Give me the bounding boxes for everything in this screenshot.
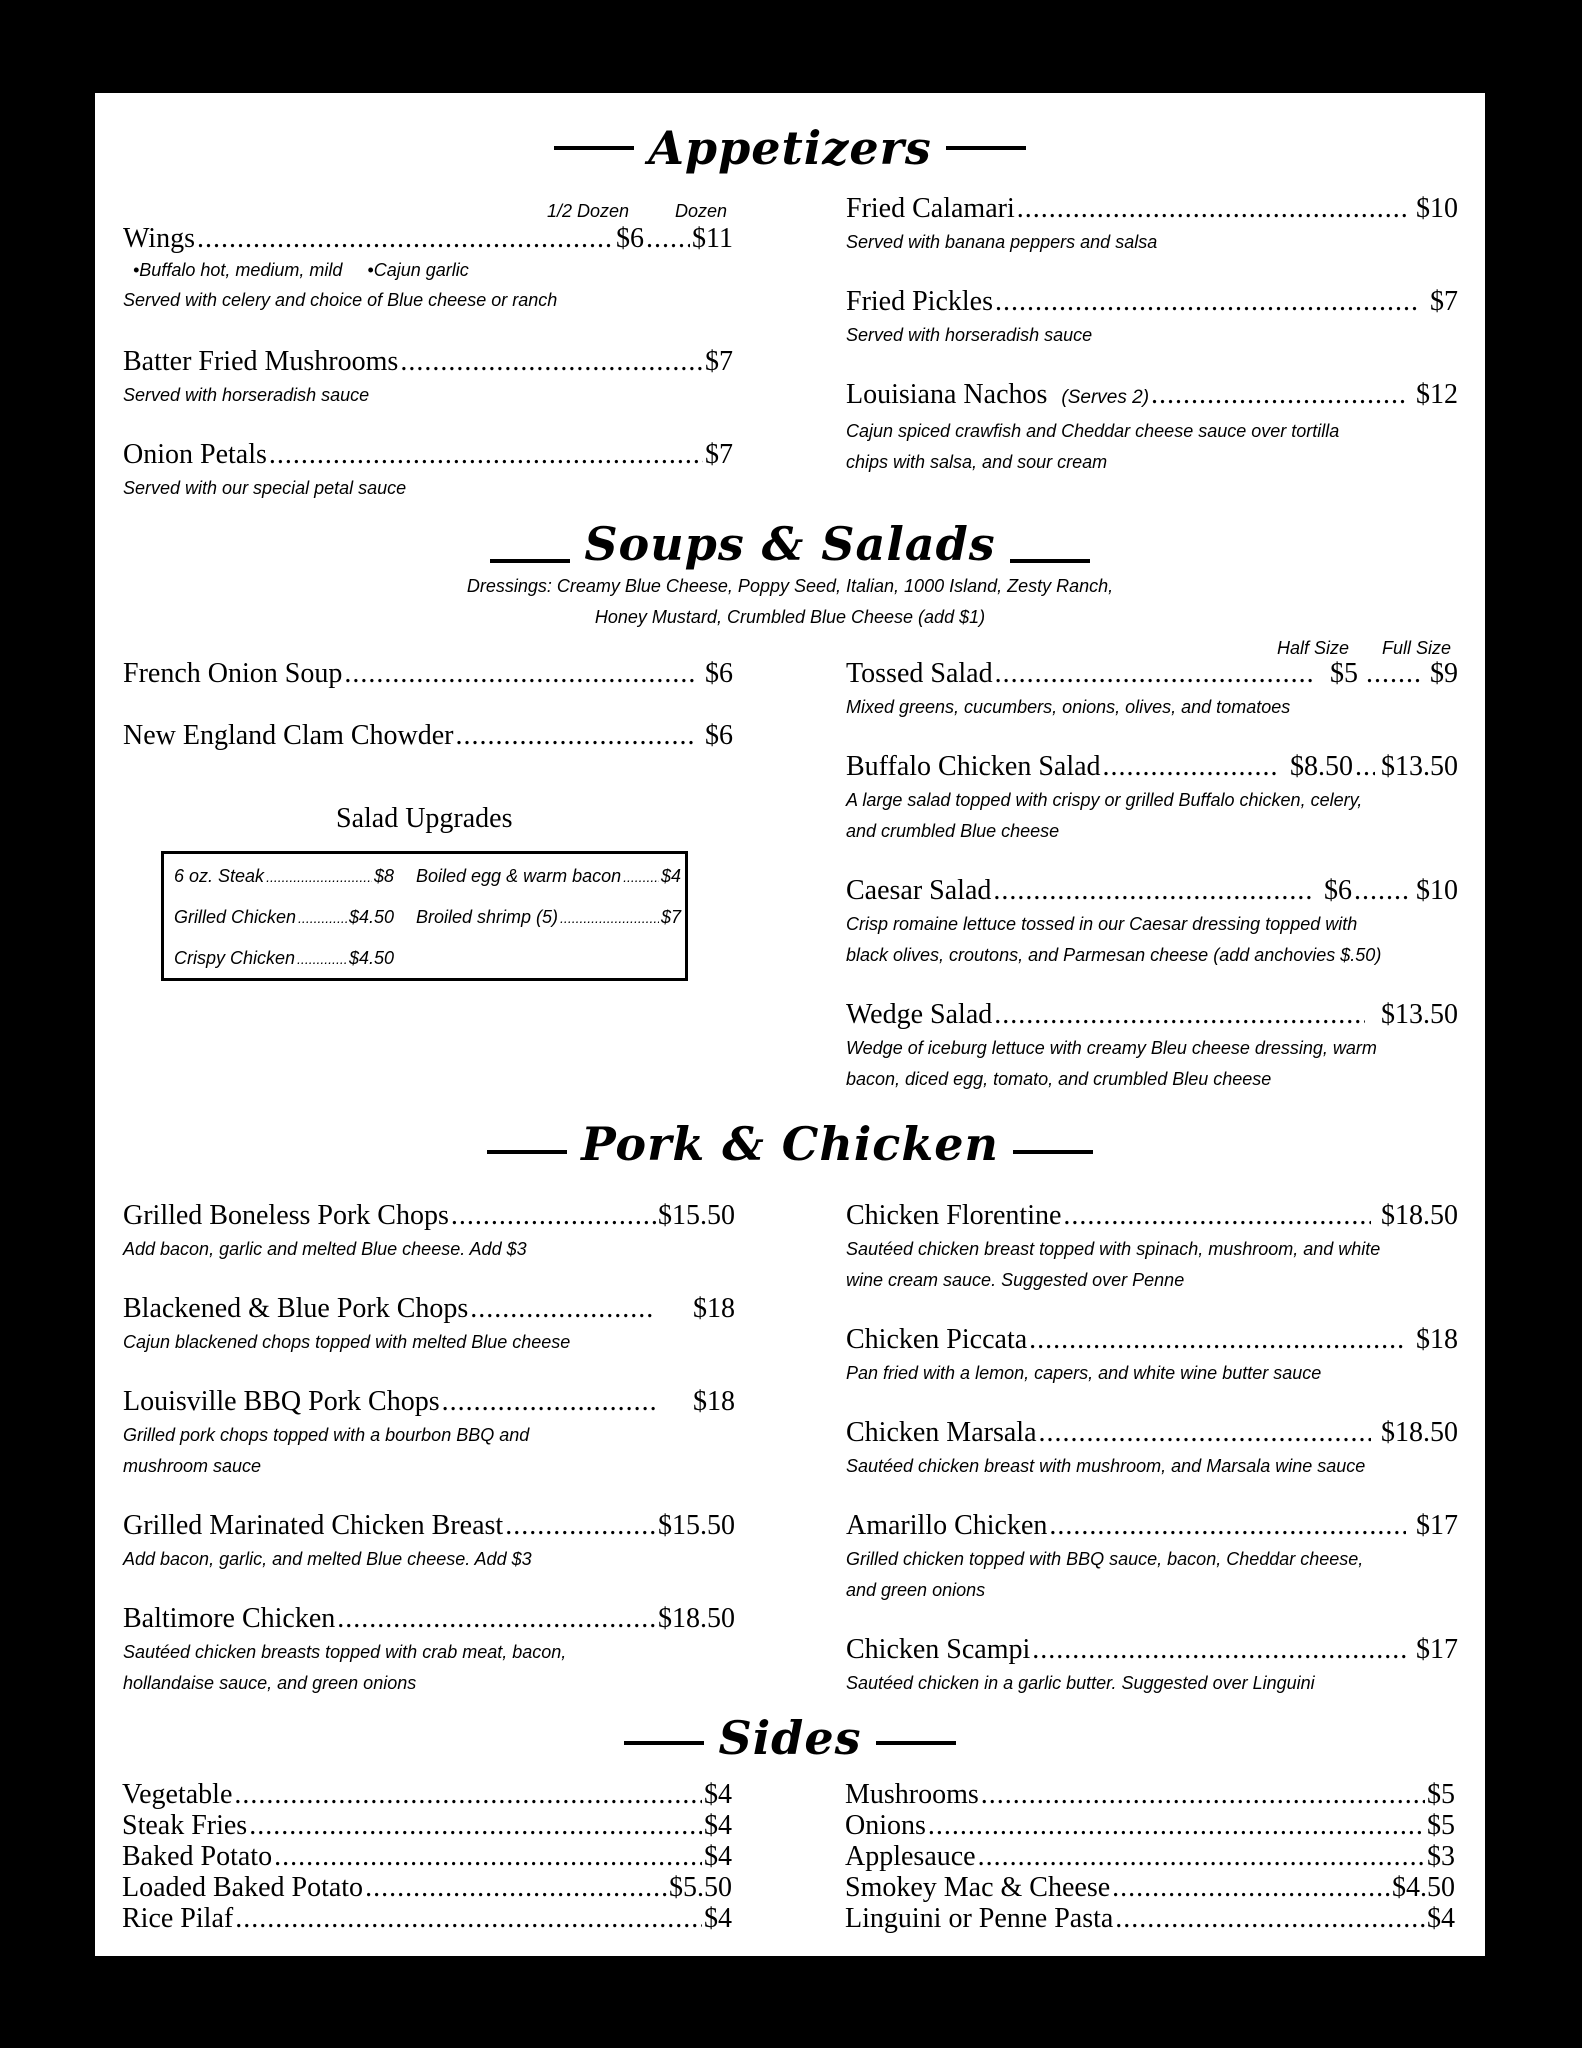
upgrade-price: $4.50 <box>348 948 394 968</box>
menu-item-caesar-salad <box>846 875 1458 971</box>
upgrade-price: $7 <box>660 907 681 927</box>
dot-leader <box>994 999 1365 1031</box>
item-price-half: $5 <box>1330 658 1358 689</box>
item-price: $18 <box>693 1386 735 1417</box>
item-price-full: $13.50 <box>1381 751 1458 782</box>
dot-leader <box>995 286 1420 318</box>
menu-item-chicken-scampi <box>846 1634 1458 1699</box>
item-price: $18 <box>1416 1324 1458 1355</box>
side-name: Linguini or Penne Pasta <box>845 1903 1114 1934</box>
item-name: Chicken Scampi <box>846 1634 1031 1665</box>
dot-leader <box>266 869 372 885</box>
dot-leader <box>442 1386 655 1418</box>
side-price: $4 <box>704 1810 732 1841</box>
item-description: Cajun blackened chops topped with melted Blue cheese <box>123 1332 571 1352</box>
item-name: Tossed Salad <box>846 658 993 689</box>
upgrade-broiled-shrimp <box>416 907 681 928</box>
item-name: Chicken Piccata <box>846 1324 1028 1355</box>
dressings-line-1: Dressings: Creamy Blue Cheese, Poppy Seed, Italian, 1000 Island, Zesty Ranch, <box>466 576 1114 596</box>
item-price: $17 <box>1416 1634 1458 1665</box>
dot-leader <box>1063 1200 1371 1232</box>
dot-leader <box>981 1779 1425 1810</box>
item-price: $6 <box>705 658 733 689</box>
menu-item-baltimore-chicken <box>123 1603 735 1699</box>
side-price: $5.50 <box>669 1872 732 1903</box>
menu-page <box>95 93 1485 1956</box>
item-name: Wedge Salad <box>846 999 993 1030</box>
upgrade-boiled-egg <box>416 866 681 887</box>
heading-rule-right <box>1013 1150 1093 1154</box>
sides-title: Sides <box>718 1711 862 1765</box>
dot-leader <box>197 223 614 255</box>
menu-item-buffalo-chicken-salad <box>846 751 1458 847</box>
item-description: bacon, diced egg, tomato, and crumbled Bleu cheese <box>846 1069 1272 1089</box>
dot-leader <box>1032 1634 1406 1666</box>
menu-item-clam-chowder <box>123 720 733 752</box>
item-description: Mixed greens, cucumbers, onions, olives, and tomatoes <box>846 697 1291 717</box>
dot-leader <box>560 910 659 926</box>
appetizers-heading <box>95 121 1485 175</box>
dot-leader <box>298 910 347 926</box>
dot-leader <box>235 1903 702 1934</box>
item-price: $13.50 <box>1381 999 1458 1030</box>
appetizers-title: Appetizers <box>648 121 932 175</box>
item-name: Buffalo Chicken Salad <box>846 751 1101 782</box>
item-description: Served with horseradish sauce <box>123 385 370 405</box>
full-size-header: Full Size <box>1382 638 1452 658</box>
item-note: (Serves 2) <box>1061 387 1150 408</box>
half-size-header: Half Size <box>1277 638 1350 658</box>
upgrade-name: 6 oz. Steak <box>174 866 265 886</box>
side-item <box>845 1841 1455 1872</box>
item-description: Sautéed chicken breast with mushroom, and Marsala wine sauce <box>846 1456 1366 1476</box>
salad-upgrades-title: Salad Upgrades <box>336 803 513 834</box>
item-description: black olives, croutons, and Parmesan cheese (add anchovies $.50) <box>846 945 1382 965</box>
side-name: Applesauce <box>845 1841 976 1872</box>
dot-leader <box>1049 1510 1406 1542</box>
item-description: Sautéed chicken in a garlic butter. Suggested over Linguini <box>846 1673 1315 1693</box>
item-description: Add bacon, garlic and melted Blue cheese. Add $3 <box>123 1239 527 1259</box>
item-description: Wedge of iceburg lettuce with creamy Bleu cheese dressing, warm <box>846 1038 1377 1058</box>
item-price: $7 <box>705 346 733 377</box>
menu-item-tossed-salad <box>846 658 1458 723</box>
salad-upgrades-box <box>161 851 688 981</box>
sides-heading <box>95 1711 1485 1765</box>
item-options: •Buffalo hot, medium, mild •Cajun garlic <box>133 260 469 280</box>
side-price: $4 <box>704 1779 732 1810</box>
dot-leader <box>344 658 695 690</box>
item-name: Fried Pickles <box>846 286 993 317</box>
dot-leader <box>456 720 696 752</box>
dot-leader <box>1355 751 1375 783</box>
upgrade-crispy-chicken <box>174 948 394 969</box>
item-name: Caesar Salad <box>846 875 992 906</box>
item-price: $18.50 <box>1381 1417 1458 1448</box>
heading-rule-left <box>554 146 634 150</box>
dot-leader <box>400 346 703 378</box>
upgrade-name: Boiled egg & warm bacon <box>416 866 622 886</box>
side-name: Baked Potato <box>122 1841 273 1872</box>
upgrade-steak <box>174 866 394 887</box>
side-price: $5 <box>1427 1779 1455 1810</box>
menu-item-fried-calamari <box>846 193 1458 258</box>
item-price: $15.50 <box>658 1510 735 1541</box>
menu-item-onion-petals <box>123 439 733 504</box>
item-description: Served with horseradish sauce <box>846 325 1093 345</box>
item-description: and green onions <box>846 1580 986 1600</box>
menu-item-amarillo-chicken <box>846 1510 1458 1606</box>
item-price-full: $10 <box>1416 875 1458 906</box>
dot-leader <box>505 1510 656 1542</box>
item-description: Pan fried with a lemon, capers, and white wine butter sauce <box>846 1363 1322 1383</box>
dot-leader <box>928 1810 1425 1841</box>
item-description: Served with banana peppers and salsa <box>846 232 1158 252</box>
item-price-full: $9 <box>1430 658 1458 689</box>
heading-rule-left <box>490 559 570 563</box>
dot-leader <box>1112 1872 1390 1903</box>
item-description: A large salad topped with crispy or grilled Buffalo chicken, celery, <box>846 790 1363 810</box>
upgrade-price: $8 <box>373 866 394 886</box>
dot-leader <box>1115 1903 1425 1934</box>
side-item <box>845 1903 1455 1934</box>
item-name: Batter Fried Mushrooms <box>123 346 399 377</box>
item-description: Served with celery and choice of Blue cheese or ranch <box>123 290 558 310</box>
side-name: Vegetable <box>122 1779 233 1810</box>
side-price: $4 <box>704 1841 732 1872</box>
item-price: $15.50 <box>658 1200 735 1231</box>
item-price-half: $6 <box>1324 875 1352 906</box>
side-item <box>122 1903 732 1934</box>
item-name: Grilled Marinated Chicken Breast <box>123 1510 504 1541</box>
item-price: $12 <box>1416 379 1458 410</box>
menu-item-chicken-florentine <box>846 1200 1458 1296</box>
dot-leader <box>234 1779 702 1810</box>
dot-leader <box>274 1841 702 1872</box>
dot-leader <box>1039 1417 1372 1449</box>
pork-chicken-heading <box>95 1117 1485 1171</box>
menu-item-blackened-blue-pork-chops <box>123 1293 735 1358</box>
item-description: Grilled pork chops topped with a bourbon BBQ and <box>123 1425 530 1445</box>
menu-item-chicken-marsala <box>846 1417 1458 1482</box>
item-price-half: $6 <box>616 223 645 254</box>
dot-leader <box>995 658 1314 690</box>
dot-leader <box>978 1841 1425 1872</box>
upgrade-name: Crispy Chicken <box>174 948 296 968</box>
side-name: Mushrooms <box>845 1779 979 1810</box>
item-price-half: $8.50 <box>1290 751 1353 782</box>
dot-leader <box>365 1872 667 1903</box>
item-description: wine cream sauce. Suggested over Penne <box>846 1270 1185 1290</box>
sides-right-list <box>845 1779 1455 1934</box>
soups-salads-heading <box>95 517 1485 571</box>
side-price: $3 <box>1427 1841 1455 1872</box>
upgrade-name: Broiled shrimp (5) <box>416 907 559 927</box>
item-description: Grilled chicken topped with BBQ sauce, bacon, Cheddar cheese, <box>846 1549 1364 1569</box>
item-price-dozen: $11 <box>692 223 733 254</box>
item-price: $18.50 <box>1381 1200 1458 1231</box>
side-item <box>122 1872 732 1903</box>
heading-rule-left <box>487 1150 567 1154</box>
heading-rule-left <box>624 1741 704 1745</box>
item-name: Amarillo Chicken <box>846 1510 1048 1541</box>
sides-left-list <box>122 1779 732 1934</box>
item-price: $10 <box>1416 193 1458 224</box>
menu-item-french-onion-soup <box>123 658 733 690</box>
menu-item-grilled-boneless-pork-chops <box>123 1200 735 1265</box>
dressings-line-2: Honey Mustard, Crumbled Blue Cheese (add $1) <box>594 607 986 627</box>
side-name: Onions <box>845 1810 926 1841</box>
menu-item-fried-pickles <box>846 286 1458 351</box>
upgrade-name: Grilled Chicken <box>174 907 297 927</box>
item-name: Chicken Florentine <box>846 1200 1062 1231</box>
menu-item-wings <box>123 223 733 316</box>
dot-leader <box>993 875 1314 907</box>
item-description: chips with salsa, and sour cream <box>846 452 1108 472</box>
side-name: Smokey Mac & Cheese <box>845 1872 1111 1903</box>
item-price: $18 <box>693 1293 735 1324</box>
upgrade-price: $4 <box>660 866 681 886</box>
soups-salads-title: Soups & Salads <box>584 517 996 571</box>
side-item <box>122 1841 732 1872</box>
menu-item-chicken-piccata <box>846 1324 1458 1389</box>
side-price: $4 <box>704 1903 732 1934</box>
upgrade-price: $4.50 <box>348 907 394 927</box>
item-name: Wings <box>123 223 195 254</box>
side-item <box>122 1779 732 1810</box>
dot-leader <box>1029 1324 1406 1356</box>
heading-rule-right <box>946 146 1026 150</box>
item-description: Add bacon, garlic, and melted Blue cheese. Add $3 <box>123 1549 532 1569</box>
item-description: Served with our special petal sauce <box>123 478 407 498</box>
item-description: and crumbled Blue cheese <box>846 821 1060 841</box>
side-name: Steak Fries <box>122 1810 248 1841</box>
upgrade-grilled-chicken <box>174 907 394 928</box>
side-price: $4 <box>1427 1903 1455 1934</box>
heading-rule-right <box>876 1741 956 1745</box>
item-description: Sautéed chicken breast topped with spinach, mushroom, and white <box>846 1239 1381 1259</box>
side-item <box>845 1779 1455 1810</box>
item-name: Fried Calamari <box>846 193 1015 224</box>
dot-leader <box>297 951 347 967</box>
menu-item-grilled-marinated-chicken-breast <box>123 1510 735 1575</box>
side-name: Loaded Baked Potato <box>122 1872 364 1903</box>
dot-leader <box>623 869 659 885</box>
dot-leader <box>249 1810 702 1841</box>
item-description: Cajun spiced crawfish and Cheddar cheese sauce over tortilla <box>846 421 1340 441</box>
dot-leader <box>1017 193 1406 225</box>
side-item <box>845 1872 1455 1903</box>
dot-leader <box>1103 751 1280 783</box>
item-price: $18.50 <box>658 1603 735 1634</box>
side-price: $5 <box>1427 1810 1455 1841</box>
dot-leader <box>337 1603 656 1635</box>
item-name: Onion Petals <box>123 439 267 470</box>
item-description: hollandaise sauce, and green onions <box>123 1673 417 1693</box>
menu-item-batter-fried-mushrooms <box>123 346 733 411</box>
dozen-header: Dozen <box>675 201 728 221</box>
side-item <box>122 1810 732 1841</box>
side-item <box>845 1810 1455 1841</box>
item-price: $7 <box>705 439 733 470</box>
heading-rule-right <box>1010 559 1090 563</box>
item-name: Louisville BBQ Pork Chops <box>123 1386 440 1417</box>
item-price: $6 <box>705 720 733 751</box>
item-name: Baltimore Chicken <box>123 1603 336 1634</box>
side-name: Rice Pilaf <box>122 1903 234 1934</box>
dot-leader <box>1354 875 1410 907</box>
half-dozen-header: 1/2 Dozen <box>547 201 630 221</box>
item-description: Sautéed chicken breasts topped with crab meat, bacon, <box>123 1642 567 1662</box>
pork-chicken-title: Pork & Chicken <box>581 1117 999 1171</box>
menu-item-louisville-bbq-pork-chops <box>123 1386 735 1482</box>
item-name: French Onion Soup <box>123 658 343 689</box>
item-name: Grilled Boneless Pork Chops <box>123 1200 449 1231</box>
item-name: New England Clam Chowder <box>123 720 454 751</box>
item-price: $7 <box>1430 286 1458 317</box>
item-name: Chicken Marsala <box>846 1417 1037 1448</box>
dot-leader <box>451 1200 656 1232</box>
dot-leader <box>1366 658 1422 690</box>
dot-leader <box>269 439 703 471</box>
item-price: $17 <box>1416 1510 1458 1541</box>
dot-leader <box>470 1293 655 1325</box>
item-name: Louisiana Nachos <box>846 379 1048 410</box>
dot-leader <box>646 223 690 255</box>
menu-item-louisiana-nachos <box>846 379 1458 478</box>
item-name: Blackened & Blue Pork Chops <box>123 1293 469 1324</box>
dot-leader <box>1151 379 1406 411</box>
item-description: mushroom sauce <box>123 1456 262 1476</box>
menu-item-wedge-salad <box>846 999 1458 1095</box>
item-description: Crisp romaine lettuce tossed in our Caesar dressing topped with <box>846 914 1358 934</box>
side-price: $4.50 <box>1392 1872 1455 1903</box>
